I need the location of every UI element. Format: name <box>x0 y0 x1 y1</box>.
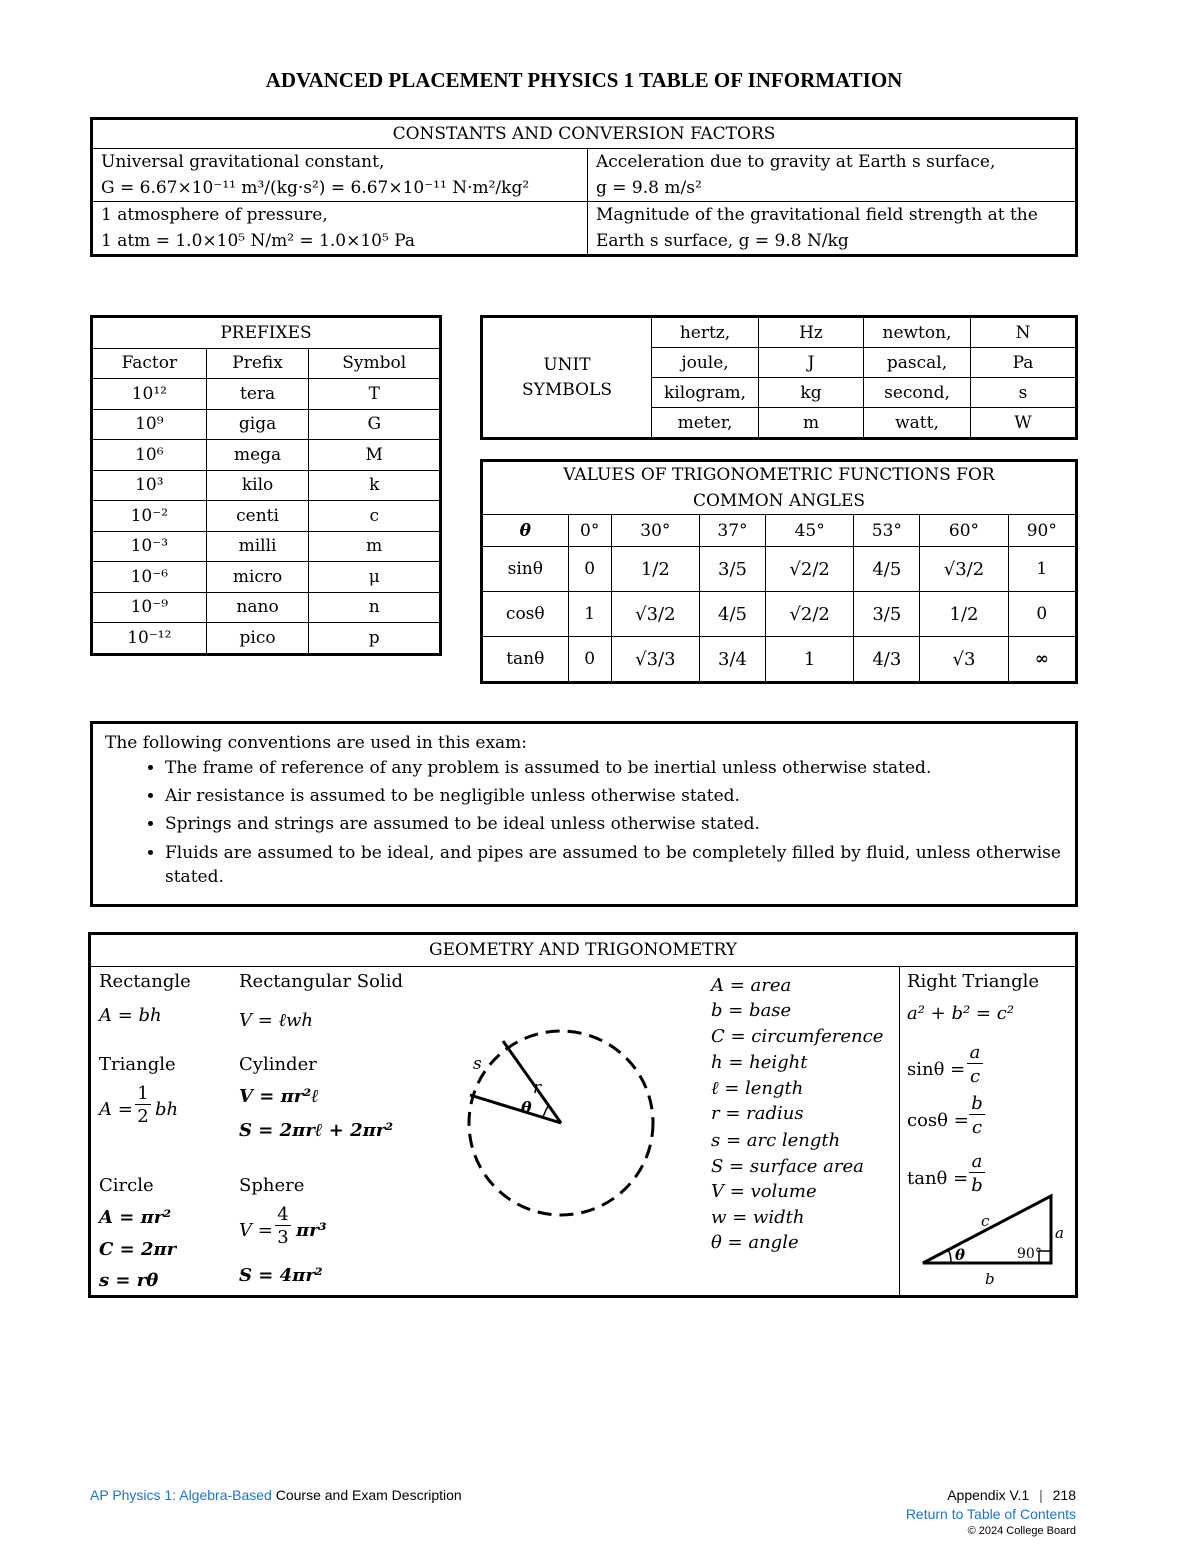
list-item: • Springs and strings are assumed to be ideal unless otherwise stated. <box>165 813 1063 835</box>
trig-value: √3/3 <box>611 637 699 683</box>
symbol-cell: c <box>309 501 441 532</box>
right-angle-label: 90° <box>1017 1246 1042 1262</box>
factor-cell: 10⁶ <box>92 440 207 471</box>
trig-func: tanθ <box>482 637 569 683</box>
course-title: AP Physics 1: Algebra-Based <box>90 1487 272 1503</box>
circle-label: Circle <box>99 1175 154 1196</box>
table-row <box>92 562 441 593</box>
angle-header: 90° <box>1008 515 1076 547</box>
footer-course <box>90 1487 462 1503</box>
trig-value: 1/2 <box>611 547 699 592</box>
sin-num: a <box>967 1043 983 1064</box>
unit-symbol: J <box>759 348 864 378</box>
cylinder-volume: V = πr²ℓ <box>239 1086 319 1107</box>
table-row <box>92 470 441 501</box>
table-row <box>482 637 1077 683</box>
sphere-den: 3 <box>277 1227 289 1248</box>
atm-formula: 1 atm = 1.0×10⁵ N/m² = 1.0×10⁵ Pa <box>101 231 416 251</box>
col-factor: Factor <box>92 348 207 379</box>
trig-value: 3/5 <box>854 592 920 637</box>
trig-value: 4/5 <box>854 547 920 592</box>
trig-value: √3/2 <box>920 547 1008 592</box>
tan-den: b <box>971 1175 983 1196</box>
col-symbol: Symbol <box>309 348 441 379</box>
triangle-rhs: bh <box>155 1099 179 1120</box>
prefix-cell: pico <box>206 623 309 655</box>
grav-cell <box>92 149 588 202</box>
constants-table <box>90 117 1078 257</box>
angle-header: 0° <box>568 515 611 547</box>
table-row <box>482 547 1077 592</box>
prefix-cell: milli <box>206 531 309 562</box>
geometry-divider <box>899 966 900 1295</box>
accel-label: Acceleration due to gravity at Earth s surface, <box>596 152 996 172</box>
triangle-num: 1 <box>135 1084 151 1105</box>
unit-symbol: W <box>971 408 1077 439</box>
prefix-cell: mega <box>206 440 309 471</box>
unit-name: joule, <box>652 348 759 378</box>
trig-value: 1 <box>1008 547 1076 592</box>
table-row <box>482 317 1077 348</box>
unit-symbol: N <box>971 317 1077 348</box>
geometry-header: GEOMETRY AND TRIGONOMETRY <box>91 935 1075 967</box>
trig-value: 1 <box>568 592 611 637</box>
sin-lhs: sinθ = <box>907 1059 966 1080</box>
rect-solid-formula: V = ℓwh <box>239 1010 314 1031</box>
trig-value: 4/5 <box>699 592 765 637</box>
tan-lhs: tanθ = <box>907 1168 969 1189</box>
table-row <box>92 592 441 623</box>
prefix-cell: centi <box>206 501 309 532</box>
circle-diagram <box>459 1027 659 1227</box>
cos-den: c <box>971 1117 983 1138</box>
atm-label: 1 atmosphere of pressure, <box>101 205 328 225</box>
triangle-den: 2 <box>137 1106 149 1127</box>
legend-item: ℓ = length <box>711 1078 804 1099</box>
list-item: • Air resistance is assumed to be negligible unless otherwise stated. <box>165 785 1063 807</box>
conventions-box <box>90 721 1078 907</box>
symbol-cell: G <box>309 409 441 440</box>
trig-header <box>482 461 1077 515</box>
triangle-lhs: A = <box>99 1099 133 1120</box>
atm-cell <box>92 202 588 256</box>
legend-item: θ = angle <box>711 1232 799 1253</box>
sin-den: c <box>969 1066 981 1087</box>
cylinder-label: Cylinder <box>239 1054 317 1075</box>
prefixes-table <box>90 315 442 656</box>
sphere-surface: S = 4πr² <box>239 1265 323 1286</box>
trig-func: cosθ <box>482 592 569 637</box>
col-prefix: Prefix <box>206 348 309 379</box>
table-row <box>482 592 1077 637</box>
legend-item: w = width <box>711 1207 805 1228</box>
prefix-cell: giga <box>206 409 309 440</box>
legend-item: b = base <box>711 1000 792 1021</box>
sphere-label: Sphere <box>239 1175 305 1196</box>
return-toc-link[interactable]: Return to Table of Contents <box>905 1506 1076 1522</box>
factor-cell: 10⁻¹² <box>92 623 207 655</box>
legend-item: h = height <box>711 1052 808 1073</box>
symbol-cell: k <box>309 470 441 501</box>
unit-name: pascal, <box>864 348 971 378</box>
conventions-intro: The following conventions are used in this exam: <box>105 733 528 753</box>
sphere-lhs: V = <box>239 1220 273 1241</box>
trig-func: sinθ <box>482 547 569 592</box>
footer-page <box>880 1487 1076 1503</box>
trig-value: 3/5 <box>699 547 765 592</box>
unit-name: second, <box>864 378 971 408</box>
trig-value: 1 <box>766 637 854 683</box>
prefixes-header: PREFIXES <box>92 317 441 349</box>
unit-symbols-label: UNIT SYMBOLS <box>522 354 612 400</box>
factor-cell: 10⁻⁶ <box>92 562 207 593</box>
theta-label: θ <box>521 1098 532 1117</box>
symbol-cell: m <box>309 531 441 562</box>
constants-header: CONSTANTS AND CONVERSION FACTORS <box>92 119 1077 149</box>
legend-item: r = radius <box>711 1103 804 1124</box>
appendix-label: Appendix V.1 <box>947 1487 1030 1503</box>
trig-value: 1/2 <box>920 592 1008 637</box>
radius-label: r <box>533 1078 542 1098</box>
unit-symbol: Pa <box>971 348 1077 378</box>
rect-solid-label: Rectangular Solid <box>239 971 403 992</box>
arc-label: s <box>473 1054 482 1074</box>
trig-table <box>480 459 1078 684</box>
cos-num: b <box>969 1094 985 1115</box>
list-item: • Fluids are assumed to be ideal, and pipes are assumed to be completely filled by fluid, unless otherwise stated. <box>165 841 1063 889</box>
rectangle-label: Rectangle <box>99 971 191 992</box>
factor-cell: 10³ <box>92 470 207 501</box>
radius-line <box>503 1041 561 1123</box>
trig-value: ∞ <box>1008 637 1076 683</box>
side-b-label: b <box>985 1270 995 1288</box>
trig-value: 3/4 <box>699 637 765 683</box>
angle-arc <box>948 1250 951 1263</box>
right-triangle-label: Right Triangle <box>907 971 1040 992</box>
trig-value: 0 <box>568 547 611 592</box>
angle-header: 30° <box>611 515 699 547</box>
triangle-theta: θ <box>955 1246 966 1264</box>
table-row <box>92 379 441 410</box>
sphere-num: 4 <box>275 1205 291 1226</box>
trig-value: √2/2 <box>766 547 854 592</box>
symbol-cell: n <box>309 592 441 623</box>
prefix-cell: micro <box>206 562 309 593</box>
page-number: 218 <box>1052 1487 1076 1503</box>
angle-header: 60° <box>920 515 1008 547</box>
list-item: • The frame of reference of any problem is assumed to be inertial unless otherwise stated. <box>165 757 1063 779</box>
unit-symbol: s <box>971 378 1077 408</box>
table-row <box>482 515 1077 547</box>
angle-arc <box>543 1105 549 1117</box>
symbol-cell: M <box>309 440 441 471</box>
field-label: Magnitude of the gravitational field strength at the <box>596 205 1038 225</box>
legend-item: V = volume <box>711 1181 817 1202</box>
trig-value: 0 <box>1008 592 1076 637</box>
trig-value: √2/2 <box>766 592 854 637</box>
unit-name: meter, <box>652 408 759 439</box>
cos-lhs: cosθ = <box>907 1110 969 1131</box>
radius-line <box>470 1095 561 1123</box>
legend-item: S = surface area <box>711 1156 864 1177</box>
symbol-cell: p <box>309 623 441 655</box>
hyp-label: c <box>981 1212 990 1230</box>
circle-circumference: C = 2πr <box>99 1239 177 1260</box>
factor-cell: 10¹² <box>92 379 207 410</box>
unit-symbols-header <box>482 317 652 439</box>
table-row <box>92 440 441 471</box>
unit-name: kilogram, <box>652 378 759 408</box>
factor-cell: 10⁻⁹ <box>92 592 207 623</box>
angle-header: 53° <box>854 515 920 547</box>
trig-value: 4/3 <box>854 637 920 683</box>
table-row <box>92 501 441 532</box>
accel-formula: g = 9.8 m/s² <box>596 178 702 198</box>
trig-header-label: VALUES OF TRIGONOMETRIC FUNCTIONS FOR COMMON ANGLES <box>563 465 995 511</box>
table-row <box>92 531 441 562</box>
angle-header: 45° <box>766 515 854 547</box>
factor-cell: 10⁻² <box>92 501 207 532</box>
circle-arc: s = rθ <box>99 1270 159 1291</box>
trig-value: √3 <box>920 637 1008 683</box>
circle-area: A = πr² <box>99 1207 172 1228</box>
unit-name: newton, <box>864 317 971 348</box>
table-row <box>92 409 441 440</box>
angle-header: 37° <box>699 515 765 547</box>
trig-value: 0 <box>568 637 611 683</box>
tan-num: a <box>969 1152 985 1173</box>
prefix-cell: kilo <box>206 470 309 501</box>
footer-divider: | <box>1039 1487 1043 1503</box>
unit-symbol: Hz <box>759 317 864 348</box>
factor-cell: 10⁻³ <box>92 531 207 562</box>
sphere-rhs: πr³ <box>296 1220 327 1241</box>
ced-label: Course and Exam Description <box>275 1487 462 1503</box>
conventions-list <box>105 757 1063 889</box>
rectangle-formula: A = bh <box>99 1005 162 1026</box>
symbol-cell: μ <box>309 562 441 593</box>
prefix-cell: tera <box>206 379 309 410</box>
legend-item: C = circumference <box>711 1026 884 1047</box>
field-cell <box>588 202 1077 256</box>
prefix-cell: nano <box>206 592 309 623</box>
legend-item: s = arc length <box>711 1130 841 1151</box>
unit-symbol: kg <box>759 378 864 408</box>
right-triangle-diagram <box>915 1190 1073 1290</box>
unit-symbols-table <box>480 315 1078 440</box>
page-title: ADVANCED PLACEMENT PHYSICS 1 TABLE OF INFORMATION <box>265 68 903 92</box>
geometry-box <box>88 932 1078 1298</box>
field-formula: Earth s surface, g = 9.8 N/kg <box>596 231 849 251</box>
cylinder-surface: S = 2πrℓ + 2πr² <box>239 1120 394 1141</box>
accel-cell <box>588 149 1077 202</box>
trig-value: √3/2 <box>611 592 699 637</box>
unit-name: hertz, <box>652 317 759 348</box>
table-row <box>92 623 441 655</box>
side-a-label: a <box>1055 1224 1064 1242</box>
pythagorean-formula: a² + b² = c² <box>907 1003 1015 1024</box>
factor-cell: 10⁹ <box>92 409 207 440</box>
triangle-label: Triangle <box>99 1054 176 1075</box>
grav-label: Universal gravitational constant, <box>101 152 385 172</box>
unit-symbol: m <box>759 408 864 439</box>
legend-item: A = area <box>711 975 792 996</box>
angle-header: θ <box>482 515 569 547</box>
copyright: © 2024 College Board <box>967 1525 1076 1537</box>
symbol-cell: T <box>309 379 441 410</box>
grav-formula: G = 6.67×10⁻¹¹ m³/(kg·s²) = 6.67×10⁻¹¹ N·m²/kg² <box>101 178 530 198</box>
unit-name: watt, <box>864 408 971 439</box>
